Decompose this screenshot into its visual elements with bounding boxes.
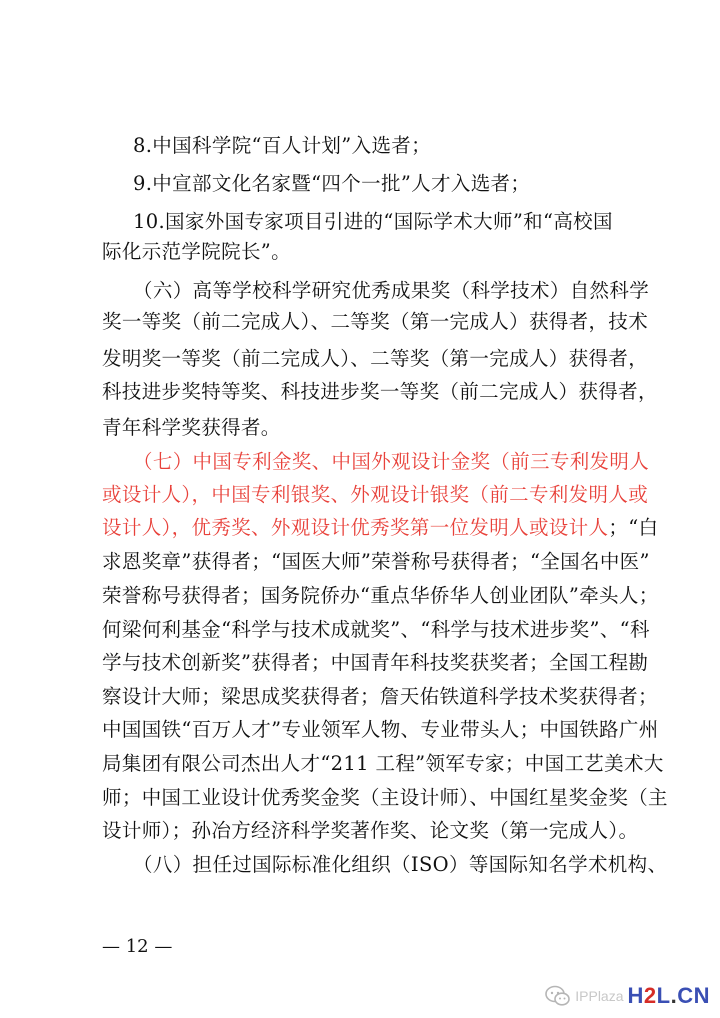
item-8-line: 8.中国科学院“百人计划”入选者； xyxy=(133,134,431,157)
logo-h: H xyxy=(627,983,644,1008)
section-6-line-2: 奖一等奖（前二完成人）、二等奖（第一完成人）获得者，技术 xyxy=(102,310,649,333)
section-7-line-5: 荣誉称号获得者；国务院侨办“重点华侨华人创业团队”牵头人； xyxy=(102,584,659,607)
item-10-line-2: 际化示范学院院长”。 xyxy=(102,240,291,263)
section-7-line-3-red: 设计人），优秀奖、外观设计优秀奖第一位发明人或设计人 xyxy=(102,516,609,539)
section-8-line-1: （八）担任过国际标准化组织（ISO）等国际知名学术机构、 xyxy=(133,853,668,876)
section-6-line-4: 科技进步奖特等奖、科技进步奖一等奖（前二完成人）获得者， xyxy=(102,380,658,403)
item-10-line-1: 10.国家外国专家项目引进的“国际学术大师”和“高校国 xyxy=(133,210,613,233)
watermark-faded-text: IPPlaza xyxy=(575,988,624,1004)
section-7-line-1: （七）中国专利金奖、中国外观设计金奖（前三专利发明人 xyxy=(133,450,650,473)
watermark xyxy=(545,982,710,1010)
item-9-line: 9.中宣部文化名家暨“四个一批”人才入选者； xyxy=(133,172,531,195)
page-number: — 12 — xyxy=(102,936,173,957)
section-7-line-11: 师；中国工业设计优秀奖金奖（主设计师）、中国红星奖金奖（主 xyxy=(102,786,668,809)
section-7-line-4: 求恩奖章”获得者；“国医大师”荣誉称号获得者；“全国名中医” xyxy=(102,550,650,573)
section-7-line-10: 局集团有限公司杰出人才“211 工程”领军专家；中国工艺美术大 xyxy=(102,752,664,775)
section-6-line-3: 发明奖一等奖（前二完成人）、二等奖（第一完成人）获得者， xyxy=(102,347,649,370)
section-7-line-3-rest: ；“白 xyxy=(608,516,659,539)
wechat-icon xyxy=(545,985,571,1007)
section-7-line-12: 设计师）；孙冶方经济科学奖著作奖、论文奖（第一完成人）。 xyxy=(102,819,639,842)
section-6-line-1: （六）高等学校科学研究优秀成果奖（科学技术）自然科学 xyxy=(133,279,650,302)
section-7-line-6: 何梁何利基金“科学与技术成就奖”、“科学与技术进步奖”、“科 xyxy=(102,618,650,641)
logo-cn: CN xyxy=(677,983,710,1008)
section-7-line-2: 或设计人），中国专利银奖、外观设计银奖（前二专利发明人或 xyxy=(102,483,649,506)
section-6-line-5: 青年科学奖获得者。 xyxy=(102,416,281,439)
section-7-line-8: 察设计大师；梁思成奖获得者；詹天佑铁道科学技术奖获得者； xyxy=(102,685,658,708)
section-7-line-3 xyxy=(102,516,659,540)
h2l-logo xyxy=(628,983,711,1009)
logo-2: 2 xyxy=(643,983,657,1008)
section-7-line-7: 学与技术创新奖”获得者；中国青年科技奖获奖者；全国工程勘 xyxy=(102,651,649,674)
section-7-line-9: 中国国铁“百万人才”专业领军人物、专业带头人；中国铁路广州 xyxy=(102,718,659,741)
logo-dot: . xyxy=(670,983,678,1008)
logo-l: L xyxy=(656,983,671,1008)
